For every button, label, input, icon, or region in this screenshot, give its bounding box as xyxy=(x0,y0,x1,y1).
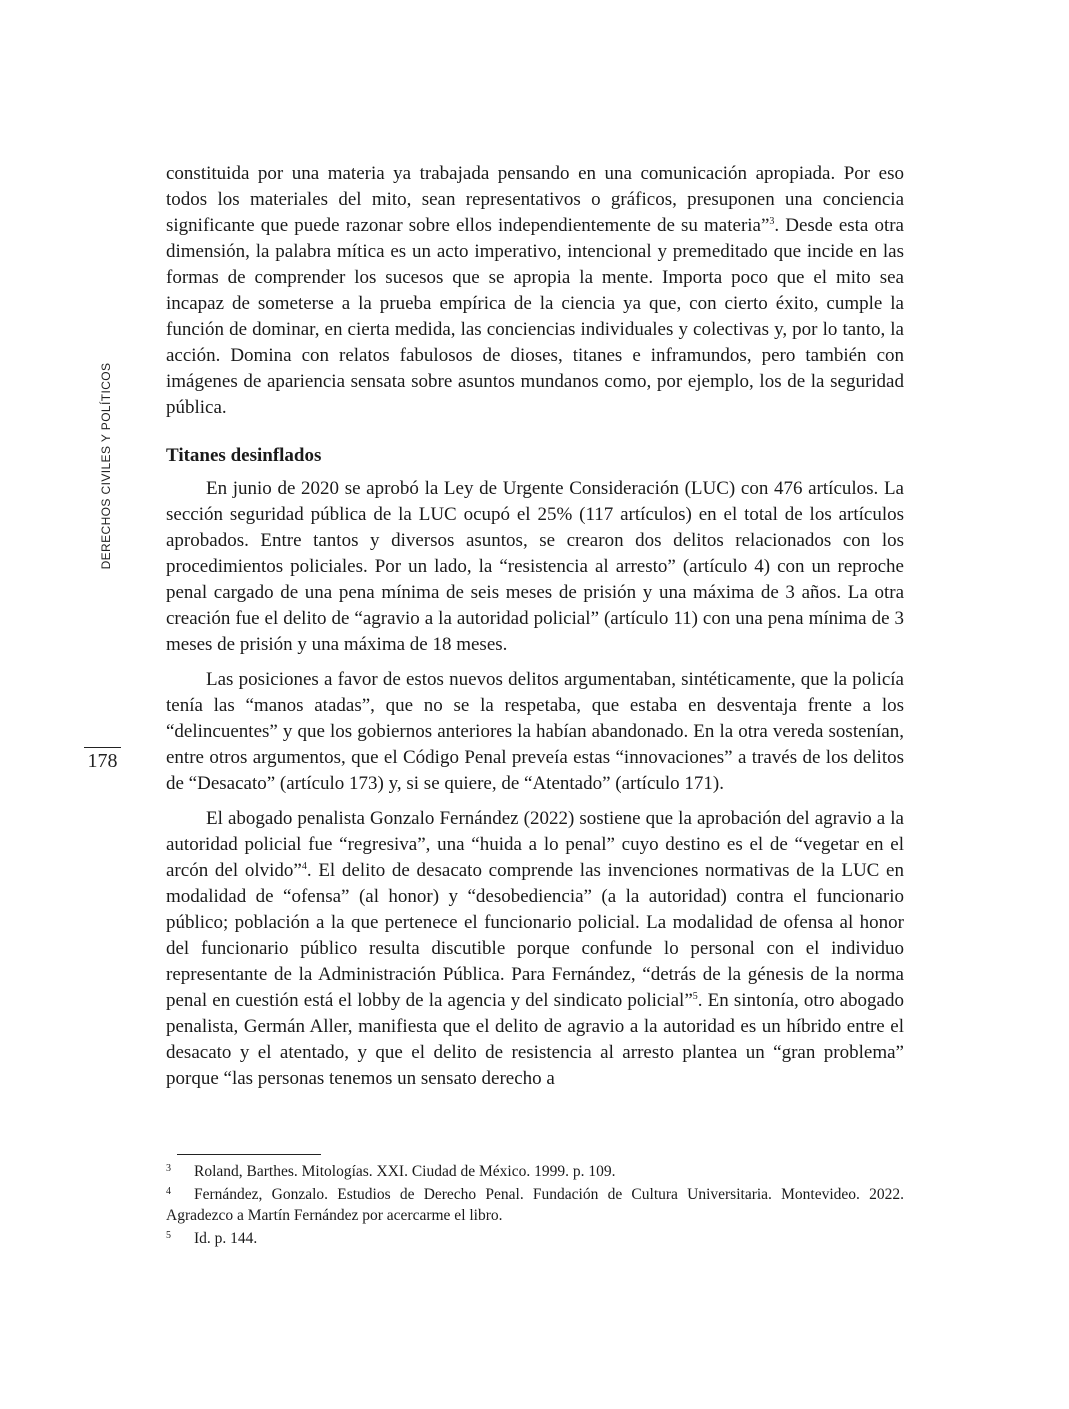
intro-paragraph xyxy=(166,161,904,421)
page-number: 178 xyxy=(87,750,118,772)
footnote: 3 Roland, Barthes. Mitologías. XXI. Ciudad de México. 1999. p. 109. xyxy=(166,1163,616,1180)
footnotes xyxy=(166,1161,904,1251)
intro-text-part2: . Desde esta otra dimensión, la palabra mítica es un acto imperativo, intencional y premeditado que incide en las formas de comprender los sucesos que se apropia la mente. Importa poco que el mito sea incapaz de someterse a la prueba empírica de la ciencia ya que, con cierto éxito, cumple la función de dominar, en cierta medida, las conciencias individuales y colectivas y, por lo tanto, la acción. Domina con relatos fabulosos de dioses, titanes e inframundos, pero también con imágenes de apariencia sensata sobre asuntos mundanos como, por ejemplo, los de la seguridad pública. xyxy=(166,215,904,418)
section-label-text: DERECHOS CIVILES Y POLÍTICOS xyxy=(99,362,113,570)
footnote: 4 Fernández, Gonzalo. Estudios de Derecho Penal. Fundación de Cultura Universitaria. Montevideo. 2022. Agradezco a Martín Fernández por acercarme el libro. xyxy=(166,1186,904,1224)
footnote-text: Fernández, Gonzalo. Estudios de Derecho Penal. Fundación de Cultura Universitaria. Montevideo. 2022. Agradezco a Martín Fernández por acercarme el libro. xyxy=(166,1186,904,1224)
footnote-ref-4: 4 xyxy=(301,861,307,872)
section-heading: Titanes desinflados xyxy=(166,445,322,466)
paragraph-positions: Las posiciones a favor de estos nuevos delitos argumentaban, sintéticamente, que la policía tenía las “manos atadas”, que no se la respetaba, que estaba en desventaja frente a los “delincuentes” y que los gobiernos anteriores la habían abandonado. En la otra vereda sostenían, entre otros argumentos, que el Código Penal preveía estas “innovaciones” a través de los delitos de “Desacato” (artículo 173) y, si se quiere, de “Atentado” (artículo 171). xyxy=(166,669,904,794)
body-text xyxy=(166,161,904,1092)
fernandez-text-part1: El abogado penalista Gonzalo Fernández (2022) sostiene que la aprobación del agravio a la autoridad policial fue “regresiva”, una “huida a lo penal” cuyo destino es el de “vegetar en el arcón del olvido” xyxy=(166,808,904,881)
footnote-ref-5: 5 xyxy=(692,991,698,1002)
fernandez-text-part2: . El delito de desacato comprende las invenciones normativas de la LUC en modalidad de “ofensa” (al honor) y “desobediencia” (a la autoridad) contra el funcionario público; población a la que pertenece el funcionario policial. La modalidad de ofensa al honor del funcionario público resulta discutible porque confunde lo personal con el individuo representante de la Administración Pública. Para Fernández, “detrás de la génesis de la norma penal en cuestión está el lobby de la agencia y del sindicato policial” xyxy=(166,860,904,1011)
page-number-rule xyxy=(84,747,121,748)
footnote-ref-3: 3 xyxy=(769,216,775,227)
paragraph-fernandez xyxy=(166,806,904,1092)
intro-text-part1: constituida por una materia ya trabajada pensando en una comunicación apropiada. Por eso todos los materiales del mito, sean representativos o gráficos, presuponen una conciencia significante que puede razonar sobre ellos independientemente de su materia” xyxy=(166,163,904,236)
footnote: 5 Id. p. 144. xyxy=(166,1230,258,1247)
footnote-separator xyxy=(177,1154,321,1155)
paragraph-luc: En junio de 2020 se aprobó la Ley de Urgente Consideración (LUC) con 476 artículos. La sección seguridad pública de la LUC ocupó el 25% (117 artículos) en el total de los artículos aprobados. Entre tantos y diversos asuntos, se crearon dos delitos relacionados con los procedimientos policiales. Por un lado, la “resistencia al arresto” (artículo 4) con un reproche penal cargado de una pena mínima de seis meses de prisión y una máxima de 3 años. La otra creación fue el delito de “agravio a la autoridad policial” (artículo 11) con una pena mínima de 3 meses de prisión y una máxima de 18 meses. xyxy=(166,478,904,655)
fernandez-text-part3: . En sintonía, otro abogado penalista, Germán Aller, manifiesta que el delito de agravio a la autoridad es un híbrido entre el desacato y el atentado, y que el delito de resistencia al arresto plantea un “gran problema” porque “las personas tenemos un sensato derecho a xyxy=(166,990,904,1089)
footnote-text: Id. p. 144. xyxy=(194,1230,258,1247)
footnote-text: Roland, Barthes. Mitologías. XXI. Ciudad de México. 1999. p. 109. xyxy=(194,1163,616,1180)
